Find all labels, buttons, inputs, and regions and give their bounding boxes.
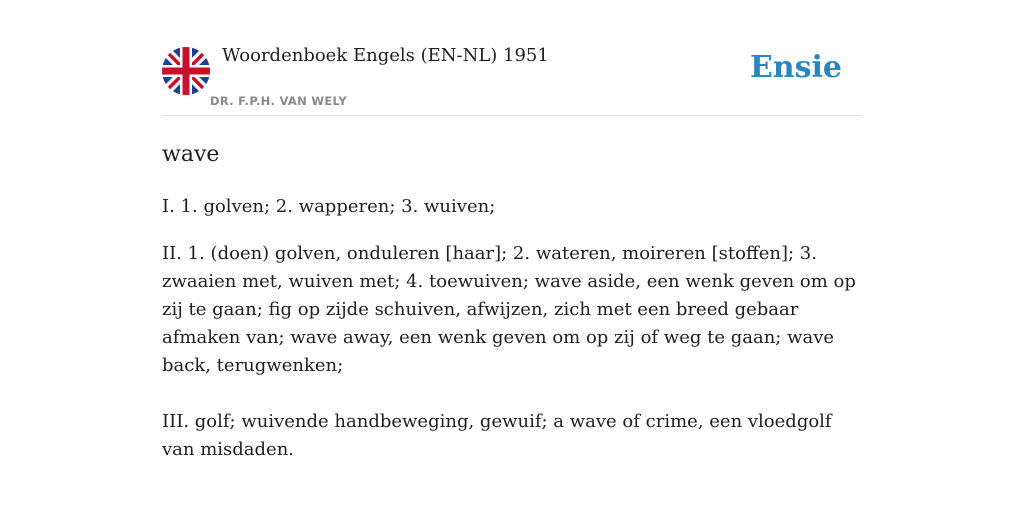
dictionary-title[interactable]: Woordenboek Engels (EN-NL) 1951 <box>222 45 549 66</box>
entry-sense-1: I. 1. golven; 2. wapperen; 3. wuiven; <box>162 196 496 217</box>
dictionary-header <box>162 0 862 116</box>
dictionary-author: DR. F.P.H. VAN WELY <box>210 94 347 108</box>
entry-sense-3: III. golf; wuivende handbeweging, gewuif; a wave of crime, een vloedgolf van misdaden. <box>162 411 832 460</box>
uk-flag-icon <box>162 47 210 95</box>
brand-logo[interactable]: Ensie <box>749 50 842 85</box>
page-content <box>162 0 862 464</box>
entry-sense-2: II. 1. (doen) golven, onduleren [haar]; 2. wateren, moireren [stoffen]; 3. zwaaien met, wuiven met; 4. toewuiven; wave aside, een wenk geven om op zij te gaan; fig op zijde schuiven, afwijzen, zich met een breed gebaar afmaken van; wave away, een wenk geven om op zij of weg te gaan; wave back, terugwenken; <box>162 243 856 376</box>
entry-headword: wave <box>162 142 220 167</box>
